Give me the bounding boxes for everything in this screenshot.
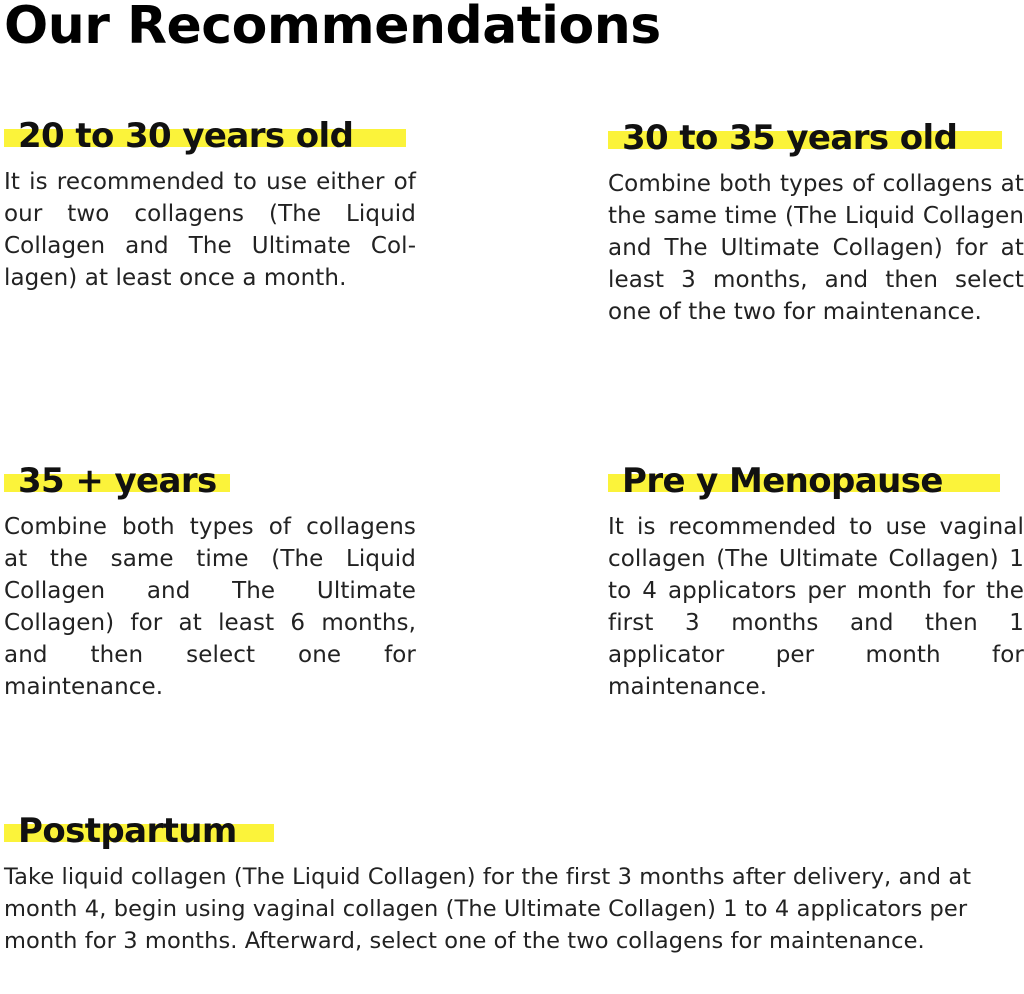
recommendation-postpartum <box>4 811 1022 957</box>
section-heading: 30 to 35 years old <box>622 118 958 158</box>
recommendation-35-plus <box>4 461 416 703</box>
section-body: Combine both types of collagens at the same time (The Liquid Collagen and The Ultimate Collagen) for at least 6 months, and then select one for maintenance. <box>4 514 416 700</box>
section-body: It is recommended to use vaginal collagen (The Ultimate Collagen) 1 to 4 applicators per month for the first 3 months and then 1 applicator per month for maintenance. <box>608 514 1024 700</box>
recommendation-20-to-30 <box>4 116 416 294</box>
section-heading-wrap <box>608 118 1024 158</box>
page-title: Our Recommendations <box>4 0 661 56</box>
section-body: Take liquid collagen (The Liquid Collagen) for the first 3 months after delivery, and at month 4, begin using vaginal collagen (The Ultimate Collagen) 1 to 4 applicators per month for 3 months. Afterward, select one of the two collagens for maintenance. <box>4 864 972 954</box>
section-heading: Postpartum <box>18 811 237 851</box>
recommendation-30-to-35 <box>608 118 1024 328</box>
section-heading-wrap <box>608 461 1024 501</box>
section-heading-wrap <box>4 116 416 156</box>
section-heading-wrap <box>4 461 416 501</box>
section-body: Combine both types of collagens at the same time (The Liquid Collagen and The Ultimate Collagen) for at least 3 months, and then select one of the two for maintenance. <box>608 171 1024 325</box>
section-heading: 20 to 30 years old <box>18 116 354 156</box>
section-heading-wrap <box>4 811 1022 851</box>
section-heading: Pre y Menopause <box>622 461 943 501</box>
section-heading: 35 + years <box>18 461 217 501</box>
section-body: It is recommended to use either of our two collagens (The Liquid Collagen and The Ultimate Collagen) at least once a month. <box>4 169 416 291</box>
recommendation-menopause <box>608 461 1024 703</box>
